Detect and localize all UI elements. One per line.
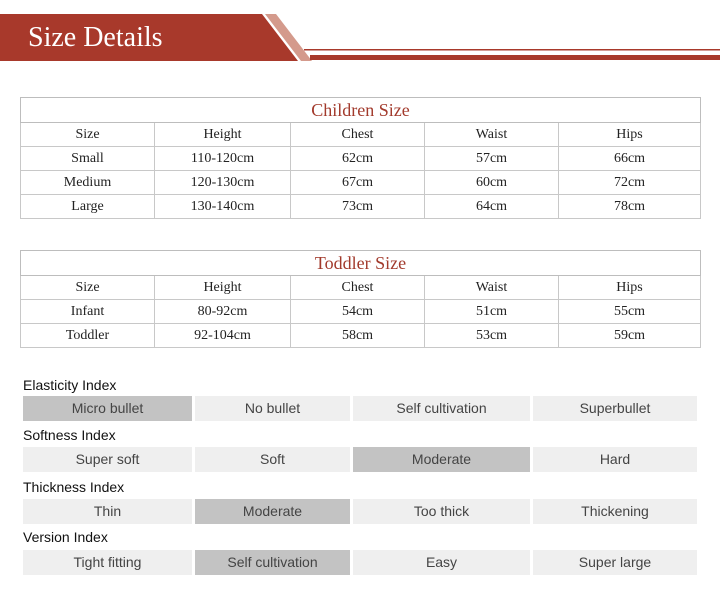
table-row [21, 324, 701, 348]
table-cell: 110-120cm [155, 147, 291, 171]
index-option-selected: Moderate [195, 499, 350, 524]
table-cell: Small [21, 147, 155, 171]
table-cell: 72cm [559, 171, 701, 195]
table-cell: 51cm [425, 300, 559, 324]
elasticity-index-scale [23, 396, 697, 421]
table-cell: 120-130cm [155, 171, 291, 195]
table-cell: 130-140cm [155, 195, 291, 219]
column-header: Chest [291, 276, 425, 300]
index-option: Self cultivation [353, 396, 530, 421]
table-cell: Large [21, 195, 155, 219]
table-cell: 66cm [559, 147, 701, 171]
children-size-table [20, 97, 701, 219]
column-header: Waist [425, 123, 559, 147]
page-title: Size Details [28, 22, 163, 53]
header-banner [0, 0, 720, 70]
thickness-index-scale [23, 499, 697, 524]
table-cell: Medium [21, 171, 155, 195]
table-title: Children Size [21, 98, 701, 123]
index-option: Too thick [353, 499, 530, 524]
index-option: Tight fitting [23, 550, 192, 575]
table-title: Toddler Size [21, 251, 701, 276]
table-cell: 62cm [291, 147, 425, 171]
table-cell: 64cm [425, 195, 559, 219]
index-option: Soft [195, 447, 350, 472]
column-header: Size [21, 276, 155, 300]
column-header: Chest [291, 123, 425, 147]
table-cell: 92-104cm [155, 324, 291, 348]
table-cell: 80-92cm [155, 300, 291, 324]
table-cell: 59cm [559, 324, 701, 348]
index-option-selected: Micro bullet [23, 396, 192, 421]
softness-index-scale [23, 447, 697, 472]
index-option-selected: Moderate [353, 447, 530, 472]
toddler-size-table [20, 250, 701, 348]
column-header: Hips [559, 276, 701, 300]
table-cell: 67cm [291, 171, 425, 195]
column-header: Waist [425, 276, 559, 300]
table-row [21, 300, 701, 324]
table-cell: 54cm [291, 300, 425, 324]
column-header: Size [21, 123, 155, 147]
table-cell: 60cm [425, 171, 559, 195]
table-cell: 73cm [291, 195, 425, 219]
index-option: Easy [353, 550, 530, 575]
table-cell: 53cm [425, 324, 559, 348]
column-header: Hips [559, 123, 701, 147]
table-header-row [21, 123, 701, 147]
table-cell: Toddler [21, 324, 155, 348]
column-header: Height [155, 123, 291, 147]
elasticity-index-label: Elasticity Index [23, 377, 117, 393]
column-header: Height [155, 276, 291, 300]
version-index-scale [23, 550, 697, 575]
index-option: Superbullet [533, 396, 697, 421]
index-option: Thin [23, 499, 192, 524]
table-row [21, 147, 701, 171]
index-option: Super large [533, 550, 697, 575]
table-cell: 78cm [559, 195, 701, 219]
table-header-row [21, 276, 701, 300]
version-index-label: Version Index [23, 529, 108, 545]
thickness-index-label: Thickness Index [23, 479, 125, 495]
index-option: Super soft [23, 447, 192, 472]
table-row [21, 171, 701, 195]
softness-index-label: Softness Index [23, 427, 116, 443]
index-option-selected: Self cultivation [195, 550, 350, 575]
table-cell: Infant [21, 300, 155, 324]
index-option: No bullet [195, 396, 350, 421]
index-option: Hard [533, 447, 697, 472]
table-cell: 57cm [425, 147, 559, 171]
table-cell: 55cm [559, 300, 701, 324]
index-option: Thickening [533, 499, 697, 524]
table-cell: 58cm [291, 324, 425, 348]
table-row [21, 195, 701, 219]
